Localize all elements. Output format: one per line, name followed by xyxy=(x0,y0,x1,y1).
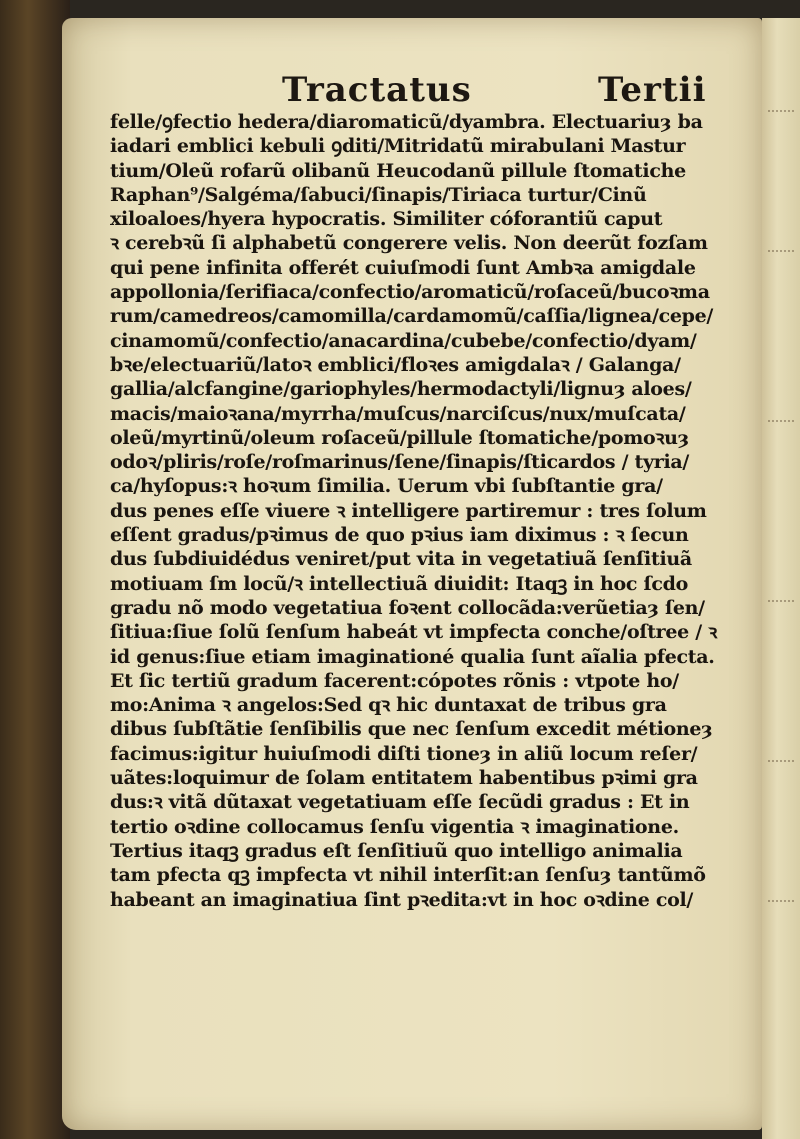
text-line: odoꝛ/pliris/roſe/roſmarinus/ſene/ſinapis/ſticardos / tyria/ xyxy=(110,451,690,474)
running-head-right: Tertii xyxy=(598,70,707,110)
text-line: tam pfecta qꝫ impfecta vt nihil interſit:an ſenſuȝ tantũmõ xyxy=(110,864,706,887)
text-line: Et ſic tertiũ gradum facerent:cópotes rõnis : vtpote ho/ xyxy=(110,669,679,692)
text-line: motiuam ſm locũ/ꝛ intellectiuã diuidit: Itaqꝫ in hoc ſcdo xyxy=(110,572,689,595)
text-line: appollonia/ſerifiaca/confectio/aromaticũ/roſaceũ/bucoꝛma xyxy=(110,281,710,304)
text-line: gallia/alcfangine/gariophyles/hermodactyli/lignuȝ aloes/ xyxy=(110,378,692,401)
text-line: felle/ꝯfectio hedera/diaromaticũ/dyambra. Electuariuȝ ba xyxy=(110,111,703,133)
text-line: id genus:ſiue etiam imaginationé qualia ſunt aĩalia pfecta. xyxy=(110,645,715,668)
text-line: tium/Oleũ rofarũ olibanũ Heucodanũ pillule ſtomatiche xyxy=(110,159,686,182)
text-line: facimus:igitur huiuſmodi diſti tioneȝ in aliũ locum reſer/ xyxy=(110,742,698,765)
text-line: habeant an imaginatiua ſint pꝛedita:vt in hoc oꝛdine col/ xyxy=(110,888,694,911)
bleed-through-mark xyxy=(768,600,794,610)
text-line: iadari emblici kebuli ꝯditi/Mitridatũ mirabulani Mastur xyxy=(110,135,686,158)
text-line: ca/hyſopus:ꝛ hoꝛum ſimilia. Uerum vbi ſubſtantie gra/ xyxy=(110,475,663,498)
body-text xyxy=(110,110,770,912)
text-line: mo:Anima ꝛ angelos:Sed qꝛ hic duntaxat de tribus gra xyxy=(110,694,667,717)
text-line: macis/maioꝛana/myrrha/muſcus/narciſcus/nux/muſcata/ xyxy=(110,402,686,425)
text-line: bꝛe/electuariũ/latoꝛ emblici/floꝛes amigdalaꝛ / Galanga/ xyxy=(110,353,681,376)
text-line: dus penes eſſe viuere ꝛ intelligere partiremur : tres ſolum xyxy=(110,499,707,522)
text-line: tertio oꝛdine collocamus ſenſu vigentia ꝛ imaginatione. xyxy=(110,815,679,838)
running-head-left: Tractatus xyxy=(282,70,472,110)
text-line: gradu nõ modo vegetatiua foꝛent collocãda:verũetiaȝ ſen/ xyxy=(110,596,705,619)
text-line: ſitiua:ſiue ſolũ ſenſum habeát vt impfecta conche/oſtree / ꝛ xyxy=(110,621,717,644)
text-line: eſſent gradus/pꝛimus de quo pꝛius iam diximus : ꝛ ſecun xyxy=(110,524,689,547)
text-line: dus ſubdiuidédus veniret/put vita in vegetatiuã ſenſitiuã xyxy=(110,548,692,571)
text-line: ꝛ cerebꝛũ ſi alphabetũ congerere velis. Non deerũt fozſam xyxy=(110,232,708,255)
text-line: Tertius itaqꝫ gradus eſt ſenſitiuũ quo intelligo animalia xyxy=(110,839,683,862)
text-line: cinamomũ/confectio/anacardina/cubebe/confectio/dyam/ xyxy=(110,329,697,352)
text-line: dus:ꝛ vitã dũtaxat vegetatiuam eſſe ſecũdi gradus : Et in xyxy=(110,791,690,814)
bleed-through-mark xyxy=(768,420,794,430)
text-line: rum/camedreos/camomilla/cardamomũ/caſſia/lignea/cepe/ xyxy=(110,305,714,328)
bleed-through-mark xyxy=(768,760,794,770)
text-line: oleũ/myrtinũ/oleum roſaceũ/pillule ſtomatiche/pomoꝛuȝ xyxy=(110,426,689,449)
bleed-through-mark xyxy=(768,250,794,260)
text-line: xiloaloes/hyera hypocratis. Similiter cóforantiũ caput xyxy=(110,208,663,231)
bleed-through-mark xyxy=(768,900,794,910)
text-line: uãtes:loquimur de ſolam entitatem habentibus pꝛimi gra xyxy=(110,767,698,790)
text-line: qui pene infinita offerét cuiuſmodi ſunt Ambꝛa amigdale xyxy=(110,256,696,279)
text-line: dibus ſubſtãtie ſenſibilis que nec ſenſum excedit métioneȝ xyxy=(110,718,713,741)
text-line: Raphan⁹/Salgéma/ſabuci/ſinapis/Tiriaca turtur/Cinũ xyxy=(110,183,647,206)
book-binding-edge xyxy=(0,0,70,1139)
